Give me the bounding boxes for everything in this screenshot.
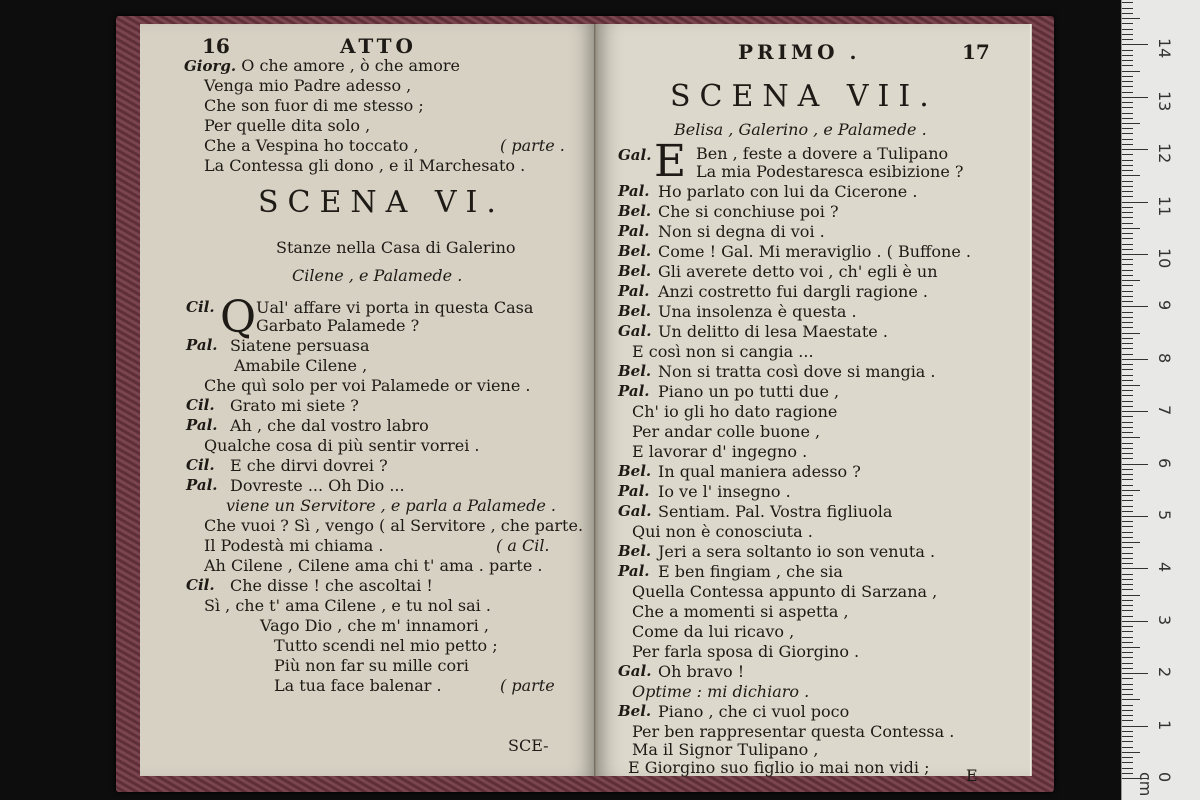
- speaker-label: Pal.: [618, 222, 650, 240]
- scene-title: SCENA VI.: [258, 185, 505, 220]
- speaker-label: Cil.: [186, 456, 215, 474]
- ruler-tick: [1122, 2, 1133, 3]
- speaker-label: Pal.: [186, 336, 218, 354]
- ruler-label: 14: [1155, 38, 1174, 59]
- ruler-tick: [1122, 605, 1133, 606]
- ruler-tick: [1122, 249, 1133, 250]
- ruler-tick: [1122, 149, 1148, 150]
- text-line: Tutto scendi nel mio petto ;: [274, 636, 498, 655]
- ruler-tick: [1122, 395, 1133, 396]
- text-line: Che son fuor di me stesso ;: [204, 96, 424, 115]
- ruler-tick: [1122, 275, 1133, 276]
- ruler-tick: [1122, 464, 1148, 465]
- ruler-tick: [1122, 411, 1148, 412]
- stage-direction: viene un Servitore , e parla a Palamede .: [226, 496, 556, 515]
- ruler-tick: [1122, 18, 1140, 19]
- ruler-tick: [1122, 207, 1133, 208]
- text-line: Per quelle dita solo ,: [204, 116, 371, 135]
- text-line: Quella Contessa appunto di Sarzana ,: [632, 582, 938, 601]
- text-line: Che a Vespina ho toccato ,: [204, 136, 419, 155]
- scene-title: SCENA VII.: [670, 79, 938, 114]
- ruler-tick: [1122, 202, 1148, 203]
- ruler-tick: [1122, 689, 1133, 690]
- ruler-tick: [1122, 175, 1140, 176]
- ruler-tick: [1122, 39, 1133, 40]
- text-line: Per farla sposa di Giorgino .: [632, 642, 860, 661]
- ruler-tick: [1122, 547, 1133, 548]
- ruler-tick: [1122, 652, 1133, 653]
- ruler-tick: [1122, 757, 1133, 758]
- ruler-tick: [1122, 768, 1133, 769]
- ruler-tick: [1122, 762, 1133, 763]
- speaker-label: Bel.: [618, 702, 652, 720]
- ruler-label: 7: [1155, 405, 1174, 416]
- ruler-tick: [1122, 170, 1133, 171]
- ruler-tick: [1122, 568, 1148, 569]
- text-line: Garbato Palamede ?: [256, 316, 420, 335]
- ruler-tick: [1122, 50, 1133, 51]
- ruler-tick: [1122, 699, 1140, 700]
- ruler-tick: [1122, 406, 1133, 407]
- text-line: Optime : mi dichiaro .: [632, 682, 810, 701]
- ruler-tick: [1122, 731, 1133, 732]
- ruler-tick: [1122, 354, 1133, 355]
- ruler-tick: [1122, 270, 1133, 271]
- ruler-tick: [1122, 165, 1133, 166]
- ruler-tick: [1122, 285, 1133, 286]
- ruler-tick: [1122, 563, 1133, 564]
- ruler-tick: [1122, 773, 1133, 774]
- ruler-label: 1: [1155, 719, 1174, 730]
- ruler-tick: [1122, 55, 1133, 56]
- ruler-tick: [1122, 233, 1133, 234]
- ruler-tick: [1122, 621, 1148, 622]
- ruler-tick: [1122, 306, 1148, 307]
- drop-cap: Q: [220, 292, 257, 343]
- ruler-tick: [1122, 448, 1133, 449]
- ruler-tick: [1122, 29, 1133, 30]
- stage-direction: ( a Cil.: [496, 536, 550, 555]
- ruler-tick: [1122, 385, 1140, 386]
- text-line: La tua face balenar .: [274, 676, 442, 695]
- text-line: Per andar colle buone ,: [632, 422, 821, 441]
- ruler-tick: [1122, 600, 1133, 601]
- speaker-label: Bel.: [618, 242, 652, 260]
- ruler-tick: [1122, 113, 1133, 114]
- speaker-label: Bel.: [618, 542, 652, 560]
- left-page: [140, 24, 596, 776]
- text-line: E che dirvi dovrei ?: [230, 456, 388, 475]
- ruler-tick: [1122, 102, 1133, 103]
- speaker-label: Cil.: [186, 576, 215, 594]
- ruler-tick: [1122, 228, 1140, 229]
- text-line: Venga mio Padre adesso ,: [204, 76, 412, 95]
- ruler-tick: [1122, 65, 1133, 66]
- text-line: La Contessa gli dono , e il Marchesato .: [204, 156, 526, 175]
- ruler-label: 8: [1155, 352, 1174, 363]
- ruler-tick: [1122, 217, 1133, 218]
- ruler-tick: [1122, 537, 1133, 538]
- speaker-label: Cil.: [186, 298, 215, 316]
- text-line: Vago Dio , che m' innamori ,: [260, 616, 489, 635]
- ruler-tick: [1122, 558, 1133, 559]
- speaker-label: Pal.: [618, 282, 650, 300]
- ruler-tick: [1122, 348, 1133, 349]
- ruler-tick: [1122, 710, 1133, 711]
- ruler-tick: [1122, 516, 1148, 517]
- text-line: Qui non è conosciuta .: [632, 522, 813, 541]
- ruler-tick: [1122, 458, 1133, 459]
- text-line: Che si conchiuse poi ?: [658, 202, 839, 221]
- speaker-label: Gal.: [618, 322, 652, 340]
- measuring-ruler: [1121, 0, 1200, 800]
- stage-direction: ( parte: [500, 676, 555, 695]
- ruler-tick: [1122, 212, 1133, 213]
- text-line: Ual' affare vi porta in questa Casa: [256, 298, 534, 317]
- text-line: Dovreste ... Oh Dio ...: [230, 476, 405, 495]
- text-line: Piano , che ci vuol poco: [658, 702, 850, 721]
- text-line: Ah Cilene , Cilene ama chi t' ama . parte .: [204, 556, 543, 575]
- ruler-label: 10: [1155, 248, 1174, 269]
- drop-cap: E: [654, 136, 687, 187]
- ruler-tick: [1122, 186, 1133, 187]
- ruler-tick: [1122, 631, 1133, 632]
- text-line: Siatene persuasa: [230, 336, 370, 355]
- text-line: Che a momenti si aspetta ,: [632, 602, 849, 621]
- ruler-tick: [1122, 380, 1133, 381]
- speaker-label: Pal.: [186, 416, 218, 434]
- speaker-label: Bel.: [618, 262, 652, 280]
- ruler-tick: [1122, 657, 1133, 658]
- ruler-tick: [1122, 76, 1133, 77]
- ruler-tick: [1122, 626, 1133, 627]
- text-line: Ah , che dal vostro labro: [230, 416, 429, 435]
- ruler-tick: [1122, 81, 1133, 82]
- ruler-tick: [1122, 23, 1133, 24]
- ruler-tick: [1122, 160, 1133, 161]
- ruler-tick: [1122, 343, 1133, 344]
- ruler-tick: [1122, 589, 1133, 590]
- text-line: Per ben rappresentar questa Contessa .: [632, 722, 955, 741]
- ruler-tick: [1122, 60, 1133, 61]
- ruler-tick: [1122, 34, 1133, 35]
- ruler-tick: [1122, 684, 1133, 685]
- text-line: Che vuoi ? Sì , vengo ( al Servitore , che parte.: [204, 516, 584, 535]
- text-line: Giorg. O che amore , ò che amore: [184, 56, 460, 75]
- running-head: PRIMO .: [738, 40, 861, 64]
- speaker-label: Pal.: [618, 382, 650, 400]
- ruler-tick: [1122, 191, 1133, 192]
- ruler-tick: [1122, 616, 1133, 617]
- speaker-label: Bel.: [618, 362, 652, 380]
- ruler-tick: [1122, 495, 1133, 496]
- ruler-tick: [1122, 359, 1148, 360]
- ruler-tick: [1122, 521, 1133, 522]
- text-line: Che disse ! che ascoltai !: [230, 576, 433, 595]
- ruler-tick: [1122, 154, 1133, 155]
- text-line: Ch' io gli ho dato ragione: [632, 402, 838, 421]
- speaker-label: Pal.: [618, 182, 650, 200]
- text-line: Qualche cosa di più sentir vorrei .: [204, 436, 480, 455]
- ruler-tick: [1122, 390, 1133, 391]
- speaker-label: Pal.: [618, 562, 650, 580]
- ruler-tick: [1122, 369, 1133, 370]
- text-line: E lavorar d' ingegno .: [632, 442, 808, 461]
- scene-setting: Stanze nella Casa di Galerino: [276, 238, 516, 257]
- ruler-tick: [1122, 443, 1133, 444]
- ruler-tick: [1122, 317, 1133, 318]
- ruler-tick: [1122, 469, 1133, 470]
- ruler-tick: [1122, 610, 1133, 611]
- ruler-tick: [1122, 264, 1133, 265]
- speaker-label: Pal.: [186, 476, 218, 494]
- ruler-tick: [1122, 584, 1133, 585]
- ruler-label: 4: [1155, 562, 1174, 573]
- ruler-tick: [1122, 301, 1133, 302]
- ruler-label: 9: [1155, 300, 1174, 311]
- ruler-tick: [1122, 526, 1133, 527]
- text-line: Il Podestà mi chiama .: [204, 536, 384, 555]
- text-line: Jeri a sera soltanto io son venuta .: [658, 542, 936, 561]
- scene-characters: Cilene , e Palamede .: [292, 266, 463, 285]
- ruler-tick: [1122, 296, 1133, 297]
- ruler-tick: [1122, 44, 1148, 45]
- ruler-tick: [1122, 244, 1133, 245]
- speaker-label: Bel.: [618, 202, 652, 220]
- right-page: [598, 24, 1030, 785]
- speaker-label: Cil.: [186, 396, 215, 414]
- speaker-label: Bel.: [618, 462, 652, 480]
- text-line: Non si degna di voi .: [658, 222, 825, 241]
- ruler-tick: [1122, 254, 1148, 255]
- ruler-tick: [1122, 322, 1133, 323]
- text-line: La mia Podestaresca esibizione ?: [696, 162, 964, 181]
- ruler-tick: [1122, 312, 1133, 313]
- ruler-tick: [1122, 715, 1133, 716]
- text-line: E così non si cangia ...: [632, 342, 814, 361]
- ruler-tick: [1122, 144, 1133, 145]
- ruler-tick: [1122, 542, 1140, 543]
- ruler-tick: [1122, 139, 1133, 140]
- ruler-tick: [1122, 490, 1140, 491]
- ruler-tick: [1122, 579, 1133, 580]
- text-line: Un delitto di lesa Maestate .: [658, 322, 888, 341]
- ruler-tick: [1122, 375, 1133, 376]
- ruler-tick: [1122, 437, 1140, 438]
- text-line: Una insolenza è questa .: [658, 302, 857, 321]
- ruler-tick: [1122, 678, 1133, 679]
- ruler-tick: [1122, 553, 1133, 554]
- ruler-tick: [1122, 637, 1133, 638]
- ruler-tick: [1122, 92, 1133, 93]
- ruler-tick: [1122, 673, 1148, 674]
- ruler-tick: [1122, 474, 1133, 475]
- stage-direction: ( parte .: [500, 136, 565, 155]
- scene-characters: Belisa , Galerino , e Palamede .: [674, 120, 927, 139]
- ruler-tick: [1122, 752, 1140, 753]
- ruler-tick: [1122, 71, 1140, 72]
- ruler-tick: [1122, 181, 1133, 182]
- ruler-tick: [1122, 118, 1133, 119]
- ruler-tick: [1122, 747, 1133, 748]
- text-line: Sentiam. Pal. Vostra figliuola: [658, 502, 893, 521]
- text-line: Come da lui ricavo ,: [632, 622, 795, 641]
- running-head: ATTO: [340, 34, 417, 58]
- speaker-label: Gal.: [618, 662, 652, 680]
- ruler-tick: [1122, 500, 1133, 501]
- catchword: SCE-: [508, 736, 549, 755]
- catchword: E: [966, 766, 978, 785]
- text-line: Ho parlato con lui da Cicerone .: [658, 182, 918, 201]
- ruler-tick: [1122, 259, 1133, 260]
- ruler-tick: [1122, 123, 1140, 124]
- ruler-tick: [1122, 741, 1133, 742]
- ruler-tick: [1122, 694, 1133, 695]
- text-line: Oh bravo !: [658, 662, 745, 681]
- ruler-tick: [1122, 97, 1148, 98]
- speaker-label: Pal.: [618, 482, 650, 500]
- ruler-tick: [1122, 432, 1133, 433]
- ruler-label: 13: [1155, 90, 1174, 112]
- ruler-tick: [1122, 107, 1133, 108]
- ruler-label: 6: [1155, 457, 1174, 468]
- ruler-tick: [1122, 574, 1133, 575]
- ruler-tick: [1122, 726, 1148, 727]
- text-line: Ma il Signor Tulipano ,: [632, 740, 819, 759]
- ruler-tick: [1122, 668, 1133, 669]
- ruler-tick: [1122, 280, 1140, 281]
- ruler-tick: [1122, 485, 1133, 486]
- speaker-label: Bel.: [618, 302, 652, 320]
- ruler-tick: [1122, 133, 1133, 134]
- ruler-tick: [1122, 511, 1133, 512]
- ruler-label: 12: [1155, 143, 1174, 164]
- ruler-tick: [1122, 479, 1133, 480]
- ruler-label: 5: [1155, 510, 1174, 521]
- text-line: Gli averete detto voi , ch' egli è un: [658, 262, 938, 281]
- ruler-tick: [1122, 291, 1133, 292]
- speaker-label: Gal.: [618, 502, 652, 520]
- text-line: Io ve l' insegno .: [658, 482, 791, 501]
- ruler-tick: [1122, 422, 1133, 423]
- text-line: Grato mi siete ?: [230, 396, 359, 415]
- page-number: 16: [202, 34, 230, 58]
- ruler-tick: [1122, 8, 1133, 9]
- ruler-tick: [1122, 427, 1133, 428]
- ruler-tick: [1122, 238, 1133, 239]
- ruler-tick: [1122, 333, 1140, 334]
- text-line: Non si tratta così dove si mangia .: [658, 362, 936, 381]
- ruler-tick: [1122, 663, 1133, 664]
- ruler-tick: [1122, 720, 1133, 721]
- text-line: Piano un po tutti due ,: [658, 382, 840, 401]
- ruler-tick: [1122, 506, 1133, 507]
- ruler-tick: [1122, 338, 1133, 339]
- ruler-label: 11: [1155, 195, 1174, 216]
- ruler-tick: [1122, 196, 1133, 197]
- ruler-tick: [1122, 453, 1133, 454]
- ruler-tick: [1122, 86, 1133, 87]
- ruler-tick: [1122, 128, 1133, 129]
- text-line: In qual maniera adesso ?: [658, 462, 861, 481]
- ruler-tick: [1122, 705, 1133, 706]
- text-line: Ben , feste a dovere a Tulipano: [696, 144, 949, 163]
- ruler-tick: [1122, 401, 1133, 402]
- text-line: Sì , che t' ama Cilene , e tu nol sai .: [204, 596, 491, 615]
- ruler-tick: [1122, 13, 1133, 14]
- ruler-tick: [1122, 736, 1133, 737]
- ruler-label: 2: [1155, 667, 1174, 678]
- ruler-tick: [1122, 223, 1133, 224]
- ruler-label: 3: [1155, 614, 1174, 625]
- speaker-label: Gal.: [618, 146, 652, 164]
- text-line: Amabile Cilene ,: [234, 356, 368, 375]
- ruler-tick: [1122, 327, 1133, 328]
- ruler-tick: [1122, 532, 1133, 533]
- text-line: Anzi costretto fui dargli ragione .: [658, 282, 928, 301]
- text-line: Più non far su mille cori: [274, 656, 469, 675]
- ruler-label: 0 cm: [1136, 772, 1174, 797]
- ruler-tick: [1122, 416, 1133, 417]
- text-line: E Giorgino suo figlio io mai non vidi ;: [628, 758, 930, 777]
- text-line: Come ! Gal. Mi meraviglio . ( Buffone .: [658, 242, 971, 261]
- text-line: Che quì solo per voi Palamede or viene .: [204, 376, 531, 395]
- text-line: E ben fingiam , che sia: [658, 562, 843, 581]
- ruler-tick: [1122, 364, 1133, 365]
- ruler-tick: [1122, 595, 1140, 596]
- ruler-tick: [1122, 642, 1133, 643]
- page-number: 17: [962, 40, 990, 64]
- ruler-tick: [1122, 647, 1140, 648]
